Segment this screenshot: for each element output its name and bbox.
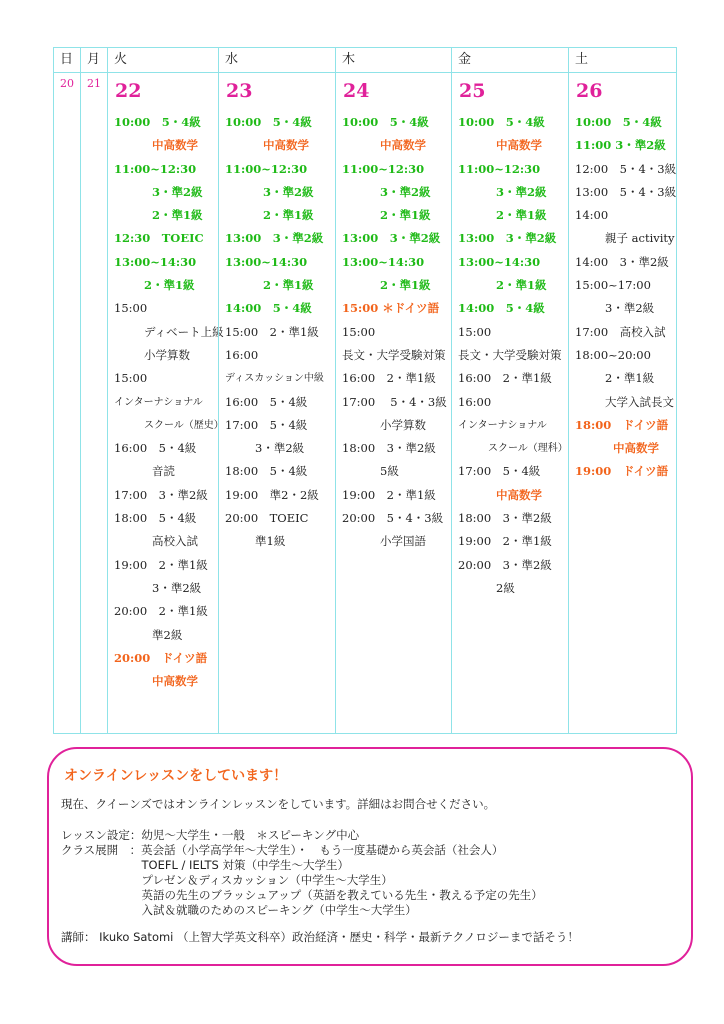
schedule-item: 20:00 3・準2級 [458, 557, 552, 572]
schedule-list-tuesday [108, 105, 224, 693]
schedule-item: 16:00 2・準1級 [342, 371, 436, 386]
schedule-item: 13:00~14:30 [225, 254, 308, 269]
header-wednesday: 水 [219, 48, 335, 73]
schedule-item: 14:00 [575, 208, 609, 223]
schedule-item: 3・準2級 [152, 184, 203, 199]
schedule-item: 中高数学 [152, 138, 198, 153]
schedule-item: 15:00 [458, 324, 492, 339]
schedule-item: 16:00 5・4級 [114, 441, 197, 456]
col-thursday [335, 48, 452, 733]
schedule-item: 5級 [380, 464, 399, 479]
schedule-item: 2級 [496, 580, 515, 595]
schedule-item: 中高数学 [613, 441, 659, 456]
date-sunday: 20 [60, 77, 74, 90]
schedule-item: 11:00~12:30 [342, 161, 425, 176]
schedule-item: 13:00~14:30 [342, 254, 425, 269]
schedule-item: 15:00~17:00 [575, 278, 651, 293]
schedule-item: 20:00 2・準1級 [114, 604, 208, 619]
calendar-grid [53, 47, 677, 734]
schedule-item: 2・準1級 [144, 278, 195, 293]
schedule-item: 小学算数 [380, 417, 426, 432]
schedule-item: 2・準1級 [263, 208, 314, 223]
schedule-item: 17:00 3・準2級 [114, 487, 208, 502]
schedule-item: 11:00~12:30 [114, 161, 197, 176]
schedule-item: ディスカッション中級 [225, 373, 324, 385]
schedule-item: 15:00 2・準1級 [225, 324, 319, 339]
schedule-item: 18:00 5・4級 [114, 511, 197, 526]
notice-teacher: 講師： Ikuko Satomi （上智大学英文科卒）政治経済・歴史・科学・最新テクノロジーまで話そう！ [61, 930, 579, 944]
schedule-item: 2・準1級 [496, 278, 547, 293]
header-saturday: 土 [569, 48, 676, 73]
schedule-item: 15:00 ＊ドイツ語 [342, 301, 440, 316]
date-saturday: 26 [576, 80, 603, 102]
schedule-item: 20:00 5・4・3級 [342, 511, 444, 526]
schedule-item: 19:00 2・準1級 [458, 534, 552, 549]
schedule-item: 長文・大学受験対策 [458, 347, 562, 362]
notice-line: クラス展開 ：英会話（小学高学年～大学生）・ もう一度基礎から英会話（社会人） [61, 843, 504, 857]
schedule-item: 16:00 2・準1級 [458, 371, 552, 386]
schedule-item: 16:00 [225, 347, 259, 362]
schedule-list-wednesday [219, 105, 335, 554]
schedule-item: 中高数学 [152, 674, 198, 689]
schedule-item: 15:00 [342, 324, 376, 339]
schedule-item: 18:00 ドイツ語 [575, 417, 669, 432]
schedule-item: 18:00 3・準2級 [458, 511, 552, 526]
schedule-item: 3・準2級 [380, 184, 431, 199]
schedule-item: 18:00 5・4級 [225, 464, 308, 479]
schedule-item: 中高数学 [496, 487, 542, 502]
col-friday [451, 48, 568, 733]
notice-line: 入試＆就職のためのスピーキング（中学生～大学生） [61, 903, 417, 917]
schedule-list-friday [452, 105, 568, 600]
col-wednesday [218, 48, 335, 733]
schedule-item: 17:00 5・4級 [225, 417, 308, 432]
schedule-item: 14:00 3・準2級 [575, 254, 669, 269]
schedule-item: 準1級 [255, 534, 286, 549]
schedule-item: 2・準1級 [263, 278, 314, 293]
schedule-item: 10:00 5・4級 [114, 115, 201, 129]
schedule-item: 10:00 5・4級 [342, 115, 429, 129]
schedule-item: 長文・大学受験対策 [342, 347, 446, 362]
schedule-item: 準2級 [152, 627, 183, 642]
schedule-item: 13:00~14:30 [114, 254, 197, 269]
schedule-item: 音読 [152, 464, 175, 479]
schedule-item: ディベート上級 [144, 324, 224, 339]
date-friday: 25 [459, 80, 486, 102]
schedule-item: 19:00 準2・2級 [225, 487, 319, 502]
schedule-item: 10:00 5・4級 [575, 115, 662, 129]
schedule-item: 20:00 ドイツ語 [114, 650, 208, 665]
schedule-list-thursday [336, 105, 452, 554]
header-thursday: 木 [336, 48, 452, 73]
notice-line: TOEFL / IELTS 対策（中学生～大学生） [61, 858, 350, 872]
schedule-item: 11:00~12:30 [458, 161, 541, 176]
schedule-item: スクール（理科） [488, 443, 568, 455]
notice-intro: 現在、クイーンズではオンラインレッスンをしています。詳細はお問合せください。 [61, 797, 496, 811]
schedule-item: 親子 activity [605, 231, 675, 246]
schedule-item: 16:00 5・4級 [225, 394, 308, 409]
notice-line: レッスン設定：幼児～大学生・一般 ＊スピーキング中心 [61, 828, 360, 842]
schedule-item: 中高数学 [263, 138, 309, 153]
notice-title: オンラインレッスンをしています！ [64, 768, 288, 784]
schedule-item: 19:00 2・準1級 [114, 557, 208, 572]
schedule-item: 2・準1級 [380, 208, 431, 223]
schedule-item: 11:00~12:30 [225, 161, 308, 176]
schedule-item: スクール（歴史） [144, 419, 224, 431]
schedule-item: 高校入試 [152, 534, 198, 549]
schedule-item: 19:00 2・準1級 [342, 487, 436, 502]
header-monday: 月 [81, 48, 107, 73]
schedule-item: 11:00 3・準2級 [575, 138, 666, 153]
schedule-item: 3・準2級 [255, 441, 305, 456]
schedule-item: 大学入試長文 [605, 394, 674, 409]
schedule-item: 10:00 5・4級 [458, 115, 545, 129]
schedule-item: 3・準2級 [605, 301, 655, 316]
schedule-item: 12:00 5・4・3級 [575, 161, 677, 176]
schedule-item: 中高数学 [496, 138, 542, 153]
schedule-item: 16:00 [458, 394, 492, 409]
schedule-item: 13:00 3・準2級 [458, 231, 557, 246]
schedule-item: 14:00 5・4級 [458, 301, 545, 316]
col-tuesday [107, 48, 224, 733]
schedule-item: 13:00 3・準2級 [225, 231, 324, 246]
online-lesson-notice [47, 747, 693, 966]
schedule-list-saturday [569, 105, 676, 484]
header-tuesday: 火 [108, 48, 219, 73]
schedule-item: 3・準2級 [152, 580, 202, 595]
date-monday: 21 [87, 77, 101, 90]
schedule-item: 10:00 5・4級 [225, 115, 312, 129]
schedule-item: 15:00 [114, 371, 148, 386]
date-thursday: 24 [343, 80, 370, 102]
schedule-item: 小学国語 [380, 534, 426, 549]
schedule-item: 18:00~20:00 [575, 347, 651, 362]
schedule-item: インターナショナル [114, 396, 203, 408]
schedule-item: 中高数学 [380, 138, 426, 153]
schedule-item: 18:00 3・準2級 [342, 441, 436, 456]
schedule-item: 17:00 高校入試 [575, 324, 666, 339]
notice-line: プレゼン＆ディスカッション（中学生～大学生） [61, 873, 393, 887]
schedule-item: 小学算数 [144, 347, 190, 362]
schedule-item: 2・準1級 [496, 208, 547, 223]
col-sunday [54, 48, 80, 733]
schedule-item: 2・準1級 [152, 208, 203, 223]
schedule-item: 13:00 5・4・3級 [575, 184, 677, 199]
schedule-item: 17:00 5・4・3級 [342, 394, 447, 409]
schedule-item: 19:00 ドイツ語 [575, 464, 669, 479]
schedule-item: 13:00~14:30 [458, 254, 541, 269]
date-tuesday: 22 [115, 80, 142, 102]
date-wednesday: 23 [226, 80, 253, 102]
schedule-item: 3・準2級 [263, 184, 314, 199]
schedule-item: 2・準1級 [605, 371, 655, 386]
header-friday: 金 [452, 48, 568, 73]
schedule-item: 2・準1級 [380, 278, 431, 293]
notice-line: 英語の先生のブラッシュアップ（英語を教えている先生・教える予定の先生） [61, 888, 543, 902]
schedule-item: 14:00 5・4級 [225, 301, 312, 316]
col-monday [80, 48, 107, 733]
schedule-item: 3・準2級 [496, 184, 547, 199]
schedule-item: インターナショナル [458, 419, 547, 431]
col-saturday [568, 48, 676, 733]
schedule-item: 17:00 5・4級 [458, 464, 541, 479]
schedule-item: 13:00 3・準2級 [342, 231, 441, 246]
schedule-item: 12:30 TOEIC [114, 231, 204, 246]
header-sunday: 日 [54, 48, 80, 73]
schedule-item: 15:00 [114, 301, 148, 316]
schedule-item: 20:00 TOEIC [225, 511, 309, 526]
